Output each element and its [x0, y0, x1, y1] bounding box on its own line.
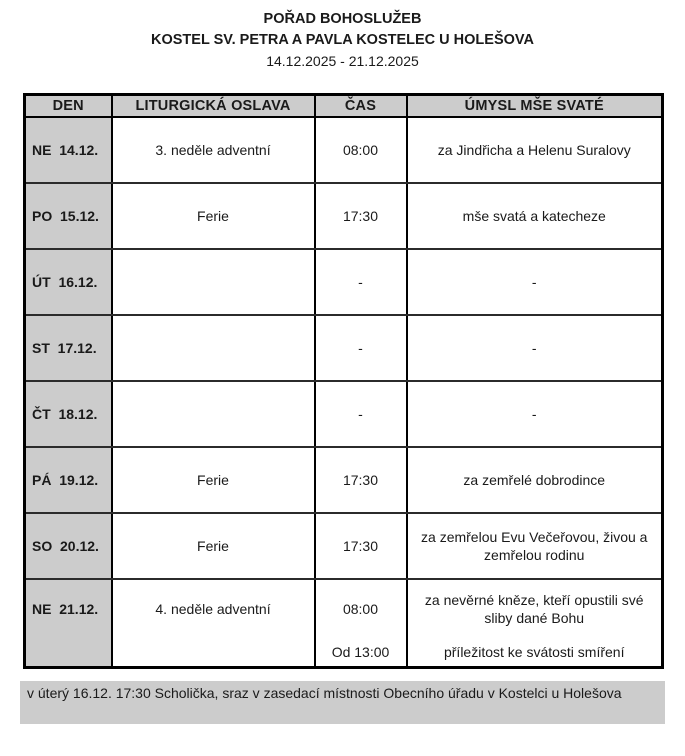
time-cell	[315, 183, 407, 249]
day-cell	[25, 315, 112, 381]
time-cell	[315, 249, 407, 315]
celebration-cell	[112, 579, 315, 668]
day-label: NE 21.12.	[32, 600, 99, 617]
column-header-liturgicka-oslava: LITURGICKÁ OSLAVA	[112, 95, 315, 117]
time-value: 08:00	[342, 600, 379, 617]
schedule-body	[25, 117, 663, 668]
celebration-label: Ferie	[197, 207, 229, 224]
day-cell	[25, 513, 112, 579]
table-row	[25, 249, 663, 315]
intention-cell	[407, 315, 663, 381]
time-cell	[315, 315, 407, 381]
intention-cell	[407, 513, 663, 579]
table-row	[25, 381, 663, 447]
footer-note: v úterý 16.12. 17:30 Scholička, sraz v zasedací místnosti Obecního úřadu v Kostelci u Holešova	[20, 681, 665, 724]
day-label: ČT 18.12.	[32, 405, 98, 422]
time-value: 17:30	[342, 537, 379, 554]
time-value: -	[358, 339, 363, 356]
day-label: PÁ 19.12.	[32, 471, 99, 488]
column-header-umysl: ÚMYSL MŠE SVATÉ	[407, 95, 663, 117]
intention-cell	[407, 447, 663, 513]
column-header-cas: ČAS	[315, 95, 407, 117]
schedule-table	[23, 93, 664, 669]
date-range: 14.12.2025 - 21.12.2025	[266, 53, 419, 69]
time-cell	[315, 117, 407, 183]
page-subtitle: KOSTEL SV. PETRA A PAVLA KOSTELEC U HOLEŠOVA	[151, 32, 534, 48]
celebration-cell	[112, 117, 315, 183]
time-value: 17:30	[342, 471, 379, 488]
day-cell	[25, 579, 112, 668]
intention-text: mše svatá a katecheze	[462, 207, 606, 224]
celebration-label: 4. neděle adventní	[155, 600, 271, 617]
day-cell	[25, 117, 112, 183]
day-cell	[25, 447, 112, 513]
day-label: ST 17.12.	[32, 339, 97, 356]
day-cell	[25, 249, 112, 315]
table-row	[25, 513, 663, 579]
time-value: -	[358, 273, 363, 290]
day-label: NE 14.12.	[32, 141, 99, 158]
time-value: 08:00	[342, 141, 379, 158]
intention-cell	[407, 117, 663, 183]
time-cell	[315, 381, 407, 447]
table-row	[25, 183, 663, 249]
celebration-cell	[112, 513, 315, 579]
page-title: POŘAD BOHOSLUŽEB	[263, 11, 422, 27]
intention-cell	[407, 249, 663, 315]
intention-text: za Jindřicha a Helenu Suralovy	[437, 141, 631, 158]
celebration-label: Ferie	[197, 537, 229, 554]
celebration-cell	[112, 315, 315, 381]
table-row	[25, 117, 663, 183]
table-row	[25, 447, 663, 513]
column-header-den: DEN	[25, 95, 112, 117]
time-secondary-value: Od 13:00	[331, 643, 390, 660]
intention-cell	[407, 381, 663, 447]
header-row	[25, 95, 663, 117]
time-cell	[315, 447, 407, 513]
intention-text: za nevěrné kněze, kteří opustili své sliby dané Bohu	[424, 591, 644, 626]
celebration-label: Ferie	[197, 471, 229, 488]
time-cell	[315, 579, 407, 668]
intention-cell	[407, 183, 663, 249]
celebration-cell	[112, 381, 315, 447]
celebration-cell	[112, 249, 315, 315]
intention-text: za zemřelou Evu Večeřovou, živou a zemřelou rodinu	[421, 528, 648, 563]
day-cell	[25, 381, 112, 447]
intention-text: za zemřelé dobrodince	[463, 471, 606, 488]
time-cell	[315, 513, 407, 579]
document-header	[0, 0, 685, 72]
day-cell	[25, 183, 112, 249]
intention-text: -	[531, 273, 537, 290]
celebration-label: 3. neděle adventní	[155, 141, 271, 158]
celebration-cell	[112, 183, 315, 249]
table-row	[25, 315, 663, 381]
time-value: -	[358, 405, 363, 422]
intention-cell	[407, 579, 663, 668]
intention-text: -	[531, 339, 537, 356]
intention-text: -	[531, 405, 537, 422]
table-row	[25, 579, 663, 668]
time-value: 17:30	[342, 207, 379, 224]
day-label: SO 20.12.	[32, 537, 99, 554]
celebration-cell	[112, 447, 315, 513]
schedule-table-head	[25, 95, 663, 117]
day-label: PO 15.12.	[32, 207, 99, 224]
day-label: ÚT 16.12.	[32, 273, 98, 290]
intention-secondary-text: příležitost ke svátosti smíření	[443, 643, 625, 660]
